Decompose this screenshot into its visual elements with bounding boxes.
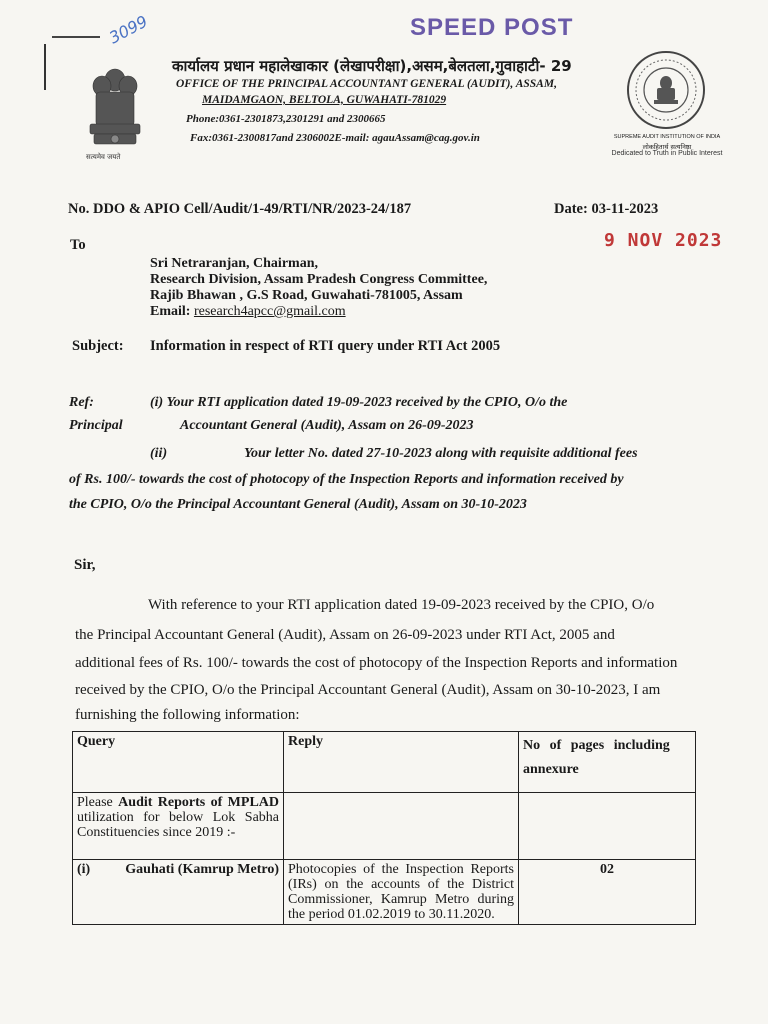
information-table (72, 731, 696, 925)
office-fax-email: Fax:0361-2300817and 2306002E-mail: agauAssam@cag.gov.in (190, 132, 480, 144)
addressee-line: Rajib Bhawan , G.S Road, Guwahati-781005, Assam (150, 288, 463, 303)
col-header-pages: No of pages including annexure (519, 732, 696, 793)
office-name: OFFICE OF THE PRINCIPAL ACCOUNTANT GENERAL (AUDIT), ASSAM, (176, 78, 557, 90)
body-line: additional fees of Rs. 100/- towards the cost of photocopy of the Inspection Reports and information (75, 655, 678, 671)
body-line: the Principal Accountant General (Audit), Assam on 26-09-2023 under RTI Act, 2005 and (75, 627, 615, 643)
table-row (73, 860, 696, 925)
handwritten-number: 3099 (105, 11, 151, 48)
ref-item-ii-cont: of Rs. 100/- towards the cost of photocopy of the Inspection Reports and information received by (69, 472, 624, 487)
table-header-row (73, 732, 696, 793)
ref-label: Ref: (69, 395, 94, 410)
received-date-stamp: 9 NOV 2023 (604, 230, 723, 251)
ref-item-ii: Your letter No. dated 27-10-2023 along with requisite additional fees (244, 446, 638, 461)
seal-motto: Dedicated to Truth in Public Interest (611, 150, 723, 157)
query-cell (73, 860, 284, 925)
query-cell (73, 793, 284, 860)
subject-text: Information in respect of RTI query under RTI Act 2005 (150, 338, 501, 354)
query-emphasis: Audit Reports of MPLAD (118, 795, 280, 810)
email-label: Email: (150, 304, 191, 319)
ref-item-i: (i) Your RTI application dated 19-09-2023 received by the CPIO, O/o the (150, 395, 568, 410)
body-line: With reference to your RTI application dated 19-09-2023 received by the CPIO, O/o (148, 597, 655, 613)
seal-caption-hindi: लोकहितार्थ सत्यनिष्ठा (642, 143, 692, 151)
ref-item-ii-cont: the CPIO, O/o the Principal Accountant General (Audit), Assam on 30-10-2023 (69, 497, 527, 512)
ref-item-i-label: Principal (69, 418, 123, 433)
email-link[interactable]: research4apcc@gmail.com (193, 304, 346, 319)
pages-cell (519, 793, 696, 860)
ref-item-ii-label: (ii) (150, 446, 168, 461)
national-emblem-icon (80, 62, 150, 162)
query-text: utilization for below Lok Sabha Constituencies since 2019 :- (77, 810, 279, 840)
col-header-reply: Reply (284, 732, 519, 793)
col-header-query: Query (73, 732, 284, 793)
addressee-email (150, 304, 346, 320)
item-number: (i) (77, 862, 91, 877)
pages-cell: 02 (519, 860, 696, 925)
table-row (73, 793, 696, 860)
addressee-line: Research Division, Assam Pradesh Congress Committee, (150, 272, 488, 287)
ref-item-i-cont: Accountant General (Audit), Assam on 26-09-2023 (180, 418, 474, 433)
office-name-hindi: कार्यालय प्रधान महालेखाकार (लेखापरीक्षा),असम,बेलतला,गुवाहाटी- 29 (172, 57, 572, 75)
reply-cell: Photocopies of the Inspection Reports (IRs) on the accounts of the District Commissioner, Kamrup Metro during the period 01.02.2019 to 30.11.2020. (284, 860, 519, 925)
salutation: Sir, (74, 557, 96, 573)
query-item (77, 862, 279, 878)
edge-mark (44, 44, 46, 90)
seal-caption: SUPREME AUDIT INSTITUTION OF INDIA (613, 134, 721, 140)
letter-date: Date: 03-11-2023 (554, 201, 659, 217)
emblem-caption: सत्यमेव जयते (86, 153, 121, 161)
subject-label: Subject: (72, 338, 124, 354)
to-label: To (70, 237, 86, 253)
office-phone: Phone:0361-2301873,2301291 and 2300665 (186, 113, 386, 125)
office-address: MAIDAMGAON, BELTOLA, GUWAHATI-781029 (202, 94, 447, 106)
speed-post-stamp: SPEED POST (410, 14, 574, 41)
body-line: furnishing the following information: (75, 707, 300, 723)
letter-ref-number: No. DDO & APIO Cell/Audit/1-49/RTI/NR/2023-24/187 (68, 201, 412, 217)
addressee-line: Sri Netraranjan, Chairman, (150, 256, 318, 271)
query-text: Gauhati (Kamrup Metro) (125, 862, 279, 877)
query-text: Please (77, 795, 119, 810)
body-line: received by the CPIO, O/o the Principal Accountant General (Audit), Assam on 30-10-2023, I am (75, 682, 661, 698)
edge-mark (52, 36, 100, 38)
reply-cell (284, 793, 519, 860)
